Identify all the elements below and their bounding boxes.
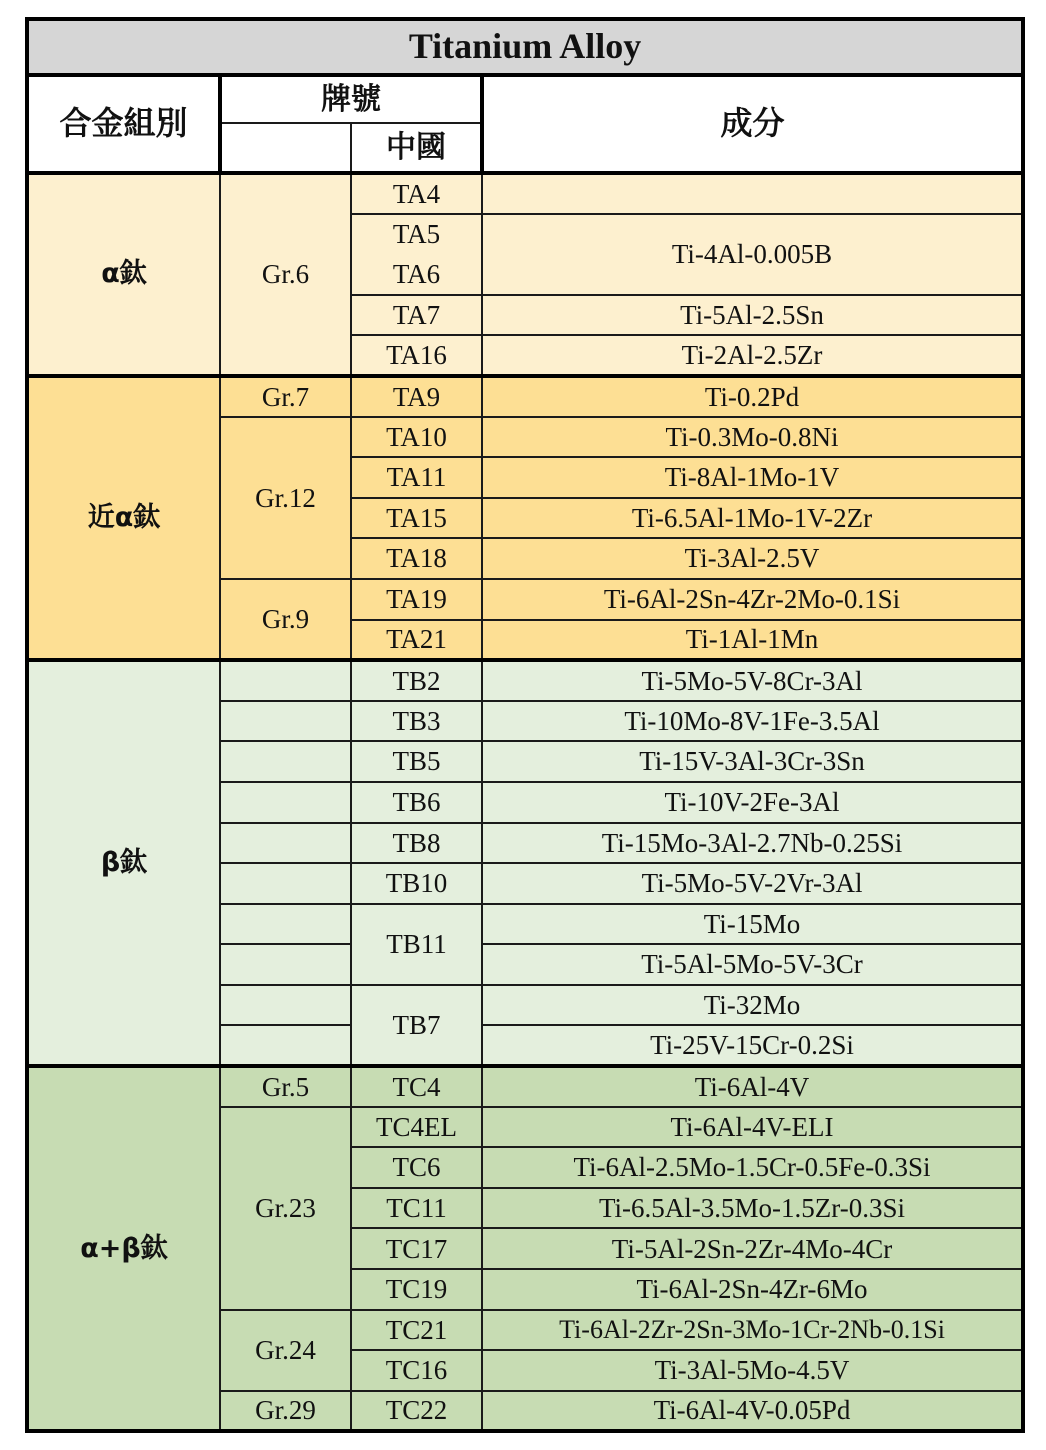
table-row (27, 376, 1023, 417)
composition-cell: Ti-2Al-2.5Zr (482, 335, 1023, 376)
china-code-cell: TA21 (351, 620, 482, 661)
composition-cell: Ti-6Al-2Sn-4Zr-6Mo (482, 1269, 1023, 1310)
composition-cell: Ti-6Al-2Sn-4Zr-2Mo-0.1Si (482, 579, 1023, 620)
china-code-cell: TB7 (351, 985, 482, 1066)
china-code-cell: TB6 (351, 782, 482, 823)
china-code-cell: TB3 (351, 701, 482, 742)
grade-cell: Gr.24 (220, 1310, 351, 1391)
china-code-cell: TA19 (351, 579, 482, 620)
group-label-beta: β鈦 (27, 660, 220, 1066)
china-code-cell: TC22 (351, 1391, 482, 1432)
grade-cell-empty (220, 944, 351, 985)
grade-cell: Gr.6 (220, 173, 351, 376)
composition-cell (482, 173, 1023, 214)
composition-cell: Ti-1Al-1Mn (482, 620, 1023, 661)
composition-cell: Ti-0.3Mo-0.8Ni (482, 417, 1023, 458)
composition-cell: Ti-6Al-4V (482, 1066, 1023, 1107)
composition-cell: Ti-3Al-2.5V (482, 538, 1023, 579)
china-code-cell: TB11 (351, 904, 482, 985)
composition-cell: Ti-10Mo-8V-1Fe-3.5Al (482, 701, 1023, 742)
china-code-cell: TA11 (351, 457, 482, 498)
composition-cell: Ti-5Al-2.5Sn (482, 295, 1023, 336)
header-china: 中國 (351, 123, 482, 173)
header-brand: 牌號 (220, 75, 482, 123)
composition-cell: Ti-6.5Al-1Mo-1V-2Zr (482, 498, 1023, 539)
header-composition: 成分 (482, 75, 1023, 173)
table-title: Titanium Alloy (27, 19, 1023, 75)
grade-cell: Gr.5 (220, 1066, 351, 1107)
title-row (27, 19, 1023, 75)
china-code-cell: TA9 (351, 376, 482, 417)
composition-cell: Ti-15Mo-3Al-2.7Nb-0.25Si (482, 823, 1023, 864)
china-code-cell: TC17 (351, 1228, 482, 1269)
grade-cell-empty (220, 823, 351, 864)
composition-cell: Ti-6.5Al-3.5Mo-1.5Zr-0.3Si (482, 1188, 1023, 1229)
china-code-cell: TB2 (351, 660, 482, 701)
china-code-cell: TA7 (351, 295, 482, 336)
composition-cell: Ti-5Mo-5V-2Vr-3Al (482, 863, 1023, 904)
composition-cell: Ti-6Al-2.5Mo-1.5Cr-0.5Fe-0.3Si (482, 1147, 1023, 1188)
composition-cell: Ti-0.2Pd (482, 376, 1023, 417)
china-code-cell: TA10 (351, 417, 482, 458)
composition-cell: Ti-5Mo-5V-8Cr-3Al (482, 660, 1023, 701)
china-code-cell: TB10 (351, 863, 482, 904)
grade-cell: Gr.29 (220, 1391, 351, 1432)
china-code-cell: TA4 (351, 173, 482, 214)
group-label-alpha-beta: α+β鈦 (27, 1066, 220, 1431)
table-row (27, 660, 1023, 701)
grade-cell-empty (220, 701, 351, 742)
composition-cell: Ti-15V-3Al-3Cr-3Sn (482, 741, 1023, 782)
composition-cell: Ti-4Al-0.005B (482, 214, 1023, 295)
grade-cell-empty (220, 1025, 351, 1066)
china-code-cell: TC19 (351, 1269, 482, 1310)
composition-cell: Ti-5Al-5Mo-5V-3Cr (482, 944, 1023, 985)
china-code-cell: TC4 (351, 1066, 482, 1107)
china-code-cell: TA5 (351, 214, 482, 255)
composition-cell: Ti-5Al-2Sn-2Zr-4Mo-4Cr (482, 1228, 1023, 1269)
grade-cell-empty (220, 782, 351, 823)
composition-cell: Ti-32Mo (482, 985, 1023, 1026)
grade-cell: Gr.12 (220, 417, 351, 579)
table-row (27, 1066, 1023, 1107)
composition-cell: Ti-6Al-2Zr-2Sn-3Mo-1Cr-2Nb-0.1Si (482, 1310, 1023, 1351)
china-code-cell: TC4EL (351, 1107, 482, 1148)
titanium-alloy-table (25, 17, 1025, 1433)
composition-cell: Ti-6Al-4V-0.05Pd (482, 1391, 1023, 1432)
grade-cell-empty (220, 904, 351, 945)
china-code-cell: TC21 (351, 1310, 482, 1351)
china-code-cell: TA15 (351, 498, 482, 539)
grade-cell: Gr.23 (220, 1107, 351, 1310)
china-code-cell: TC6 (351, 1147, 482, 1188)
china-code-cell: TC16 (351, 1350, 482, 1391)
grade-cell: Gr.7 (220, 376, 351, 417)
grade-cell: Gr.9 (220, 579, 351, 660)
china-code-cell: TA16 (351, 335, 482, 376)
header-row (27, 75, 1023, 123)
china-code-cell: TB8 (351, 823, 482, 864)
table-row (27, 173, 1023, 214)
grade-cell-empty (220, 985, 351, 1026)
composition-cell: Ti-15Mo (482, 904, 1023, 945)
composition-cell: Ti-6Al-4V-ELI (482, 1107, 1023, 1148)
group-label-alpha: α鈦 (27, 173, 220, 376)
china-code-cell: TB5 (351, 741, 482, 782)
grade-cell-empty (220, 741, 351, 782)
composition-cell: Ti-8Al-1Mo-1V (482, 457, 1023, 498)
grade-cell-empty (220, 660, 351, 701)
header-brand-blank (220, 123, 351, 173)
china-code-cell: TA18 (351, 538, 482, 579)
group-label-near-alpha: 近α鈦 (27, 376, 220, 660)
header-alloy-group: 合金組別 (27, 75, 220, 173)
china-code-cell: TC11 (351, 1188, 482, 1229)
composition-cell: Ti-3Al-5Mo-4.5V (482, 1350, 1023, 1391)
composition-cell: Ti-10V-2Fe-3Al (482, 782, 1023, 823)
grade-cell-empty (220, 863, 351, 904)
china-code-cell: TA6 (351, 254, 482, 295)
composition-cell: Ti-25V-15Cr-0.2Si (482, 1025, 1023, 1066)
